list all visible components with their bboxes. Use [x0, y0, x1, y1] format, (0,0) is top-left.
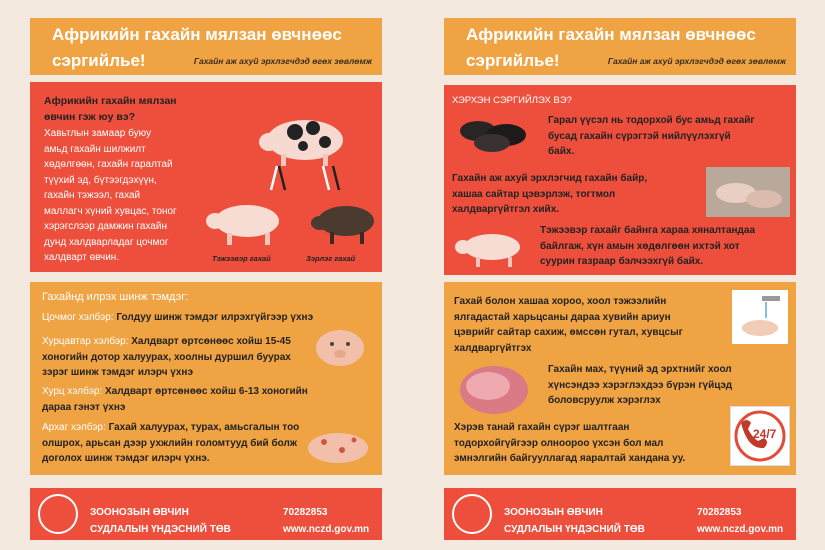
prevention-box	[444, 85, 796, 275]
signs-box	[30, 282, 382, 475]
white-pig-image	[454, 227, 524, 269]
domestic-pig-caption: Тэжээвэр гахай	[212, 254, 271, 263]
wild-boar-caption: Зэрлэг гахай	[306, 254, 356, 263]
wild-boar-image	[310, 197, 380, 247]
what-is-text: Хавьтлын замаар буюу амьд гахайн шилжилт хөдөлгөөн, гахайн гаралтай түүхий эд, бүтээгдэхүүн, гахайн тэжээл, гахай маллагч хүний хувцас, тоног хэрэгслээр дамжин гахайн дунд халдварладаг цочмог халдварт өвчин.	[44, 128, 177, 263]
footer-org-name: ЗООНОЗЫН ӨВЧИН СУДЛАЛЫН ҮНДЭСНИЙ ТӨВ	[90, 507, 231, 535]
footer-website-link[interactable]: www.nczd.gov.mn	[283, 524, 370, 535]
herd-pigs-image	[456, 111, 536, 157]
what-is-heading: Африкийн гахайн мялзан өвчин гэж юу вэ?	[44, 95, 177, 123]
prevention-text-2: Гахайн аж ахуй эрхлэгчид гахайн байр, хашаа сайтар цэвэрлэж, тогтмол халдваргүйтгэл хийх.	[452, 173, 648, 215]
what-is-box	[30, 82, 382, 272]
hygiene-text-3: Хэрэв танай гахайн сүрэг шалтгаан тодорхойгүйгээр олноороо үхсэн бол мал эмнэлгийн байгууллагад яаралтай хандана уу.	[454, 422, 686, 464]
hand-washing-image	[732, 290, 788, 344]
left-header	[30, 18, 382, 75]
infected-pig-image	[255, 110, 355, 170]
right-subtitle: Гахайн аж ахуй эрхлэгчдэд өгөх зөвлөмж	[607, 56, 786, 66]
footer-website-link[interactable]: www.nczd.gov.mn	[697, 524, 784, 535]
pig-farm-image	[706, 167, 790, 217]
left-subtitle: Гахайн аж ахуй эрхлэгчдэд өгөх зөвлөмж	[193, 56, 372, 66]
hygiene-text-1: Гахай болон хашаа хороо, хоол тэжээлийн ялгадастай харьцсаны дараа хувийн ариун цэврийг сайтар сахиж, өмссөн гутал, хувцсыг халдваргүйтгэх	[454, 296, 683, 354]
hygiene-box	[444, 282, 796, 475]
raw-meat-image	[456, 360, 534, 420]
phone-24-7-icon	[730, 406, 790, 466]
footer-contact: 70282853 www.nczd.gov.mn	[283, 507, 370, 535]
prevention-text-3: Тэжээвэр гахайг байнга хараа хяналтандаа байлгаж, хүн амын хөдөлгөөн ихтэй хот суурин газраар бэлчээхгүй байх.	[540, 225, 756, 267]
sign-chronic: Архаг хэлбэр: Гахай халуурах, турах, амьсгалын тоо олшрох, арьсан дээр ухжлийн голомтууд бий болж доголох шинж тэмдэг илэрч үхнэ.	[42, 422, 300, 464]
domestic-pig-image	[205, 197, 285, 247]
signs-heading: Гахайнд илрэх шинж тэмдэг:	[42, 291, 189, 303]
right-title: Африкийн гахайн мялзан өвчнөөс сэргийлье!	[466, 25, 756, 70]
transmission-arrows-icon	[255, 162, 355, 192]
right-panel	[412, 0, 825, 550]
badge-24-7-label: 24/7	[753, 427, 777, 441]
sign-subacute: Хурцавтар хэлбэр: Халдварт өртсөнөөс хойш 15-45 хоногийн дотор халуурах, хоолны дуршил буурах зэрэг шинж тэмдэг илэрч үхнэ	[42, 336, 291, 378]
sign-acute: Хурц хэлбэр: Халдварт өртсөнөөс хойш 6-13 хоногийн дараа гэнэт үхнэ	[42, 386, 308, 413]
left-panel	[0, 0, 412, 550]
prevention-text-1: Гарал үүсэл нь тодорхой бус амьд гахайг бусад гахайн сүрэгтэй нийлүүлэхгүй байх.	[548, 115, 755, 157]
left-footer	[30, 488, 382, 540]
prevention-heading: ХЭРХЭН СЭРГИЙЛЭХ ВЭ?	[452, 95, 572, 106]
right-footer	[444, 488, 796, 540]
right-header	[444, 18, 796, 75]
nczd-logo-icon	[452, 494, 492, 534]
sign-acute-peracute: Цочмог хэлбэр: Голдуу шинж тэмдэг илрэхгүйгээр үхнэ	[42, 312, 314, 323]
sick-piglet-image	[308, 318, 372, 374]
footer-contact: 70282853 www.nczd.gov.mn	[697, 507, 784, 535]
nczd-logo-icon	[38, 494, 78, 534]
lying-piglet-image	[302, 422, 374, 468]
hygiene-text-2: Гахайн мах, түүний эд эрхтнийг хоол хүнсэндээ хэрэглэхдээ бүрэн гүйцэд боловсруулж хэрэглэх	[548, 364, 733, 406]
left-title: Африкийн гахайн мялзан өвчнөөс сэргийлье!	[52, 25, 342, 70]
footer-org-name: ЗООНОЗЫН ӨВЧИН СУДЛАЛЫН ҮНДЭСНИЙ ТӨВ	[504, 507, 645, 535]
